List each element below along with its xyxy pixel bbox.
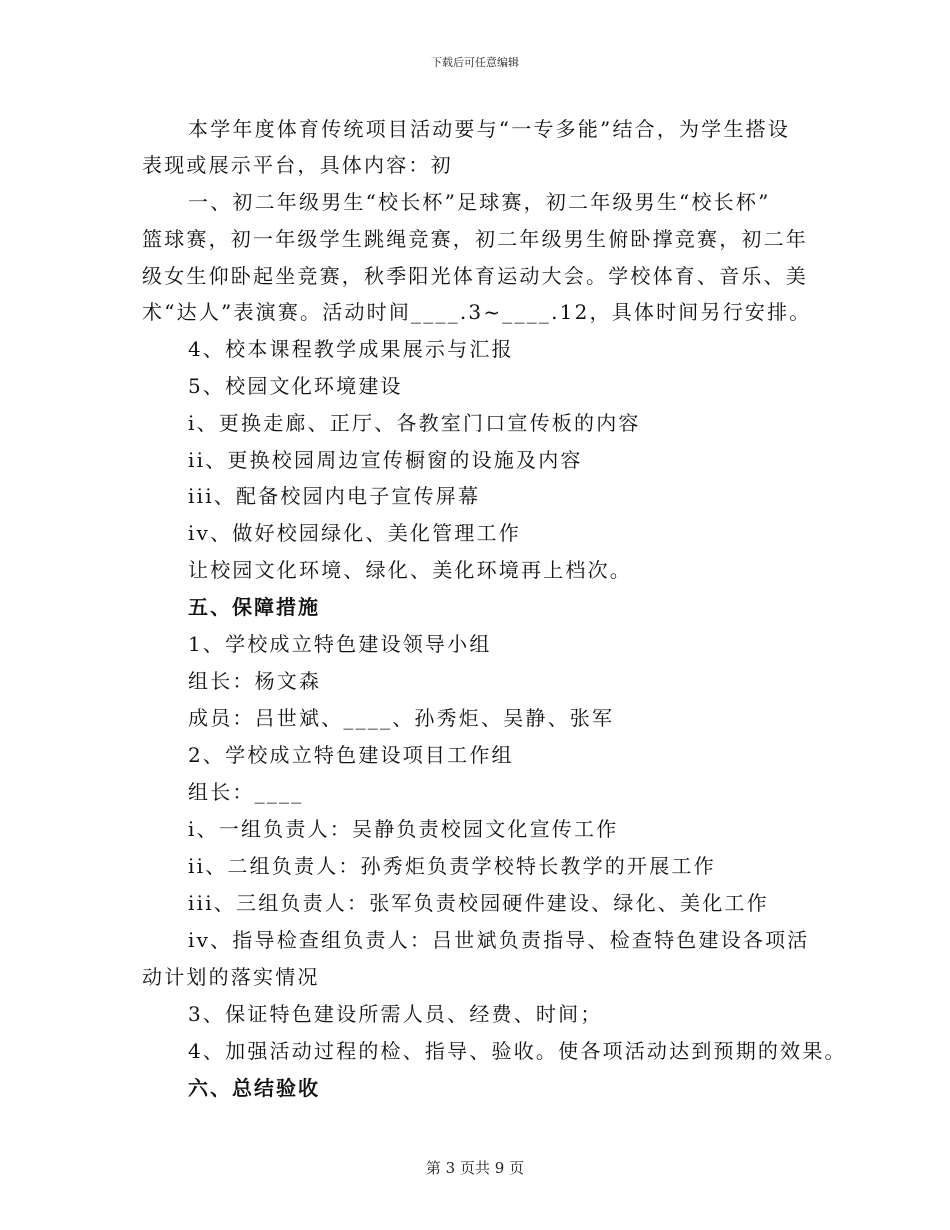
- paragraph-line: 篮球赛，初一年级学生跳绳竞赛，初二年级男生俯卧撑竞赛，初二年: [142, 227, 808, 251]
- paragraph-line: 让校园文化环境、绿化、美化环境再上档次。: [188, 558, 632, 582]
- list-item: 5、校园文化环境建设: [188, 374, 403, 398]
- paragraph-line: 本学年度体育传统项目活动要与“一专多能”结合，为学生搭设: [188, 117, 791, 141]
- list-item: i、一组负责人：吴静负责校园文化宣传工作: [188, 817, 619, 841]
- paragraph-line: 动计划的落实情况: [142, 965, 320, 989]
- list-item: iv、指导检查组负责人：吕世斌负责指导、检查特色建设各项活: [188, 928, 810, 952]
- list-item: 4、校本课程教学成果展示与汇报: [188, 337, 514, 361]
- paragraph-line: 表现或展示平台，具体内容：初: [142, 153, 453, 177]
- page-header: 下载后可任意编辑: [431, 56, 519, 69]
- paragraph-line: 级女生仰卧起坐竞赛，秋季阳光体育运动大会。学校体育、音乐、美: [142, 264, 808, 288]
- section-heading: 六、总结验收: [188, 1076, 320, 1100]
- section-heading: 五、保障措施: [188, 595, 320, 619]
- list-item: iv、做好校园绿化、美化管理工作: [188, 521, 521, 545]
- list-item: iii、三组负责人：张军负责校园硬件建设、绿化、美化工作: [188, 891, 769, 915]
- list-item: 3、保证特色建设所需人员、经费、时间；: [188, 1002, 603, 1026]
- paragraph-line: 成员：吕世斌、____、孙秀炬、吴静、张军: [188, 706, 615, 730]
- list-item: 1、学校成立特色建设领导小组: [188, 632, 492, 656]
- page-footer: 第 3 页共 9 页: [425, 1159, 525, 1177]
- paragraph-line: 组长：____: [188, 780, 304, 804]
- list-item: i、更换走廊、正厅、各教室门口宣传板的内容: [188, 411, 641, 435]
- paragraph-line: 组长：杨文森: [188, 669, 322, 693]
- paragraph-line: 术“达人”表演赛。活动时间____.3~____.12，具体时间另行安排。: [142, 300, 812, 324]
- paragraph-line: 一、初二年级男生“校长杯”足球赛，初二年级男生“校长杯”: [188, 190, 771, 214]
- list-item: 4、加强活动过程的检、指导、验收。使各项活动达到预期的效果。: [188, 1039, 847, 1063]
- list-item: 2、学校成立特色建设项目工作组: [188, 743, 514, 767]
- list-item: ii、更换校园周边宣传橱窗的设施及内容: [188, 448, 583, 472]
- list-item: iii、配备校园内电子宣传屏幕: [188, 484, 481, 508]
- list-item: ii、二组负责人：孙秀炬负责学校特长教学的开展工作: [188, 854, 716, 878]
